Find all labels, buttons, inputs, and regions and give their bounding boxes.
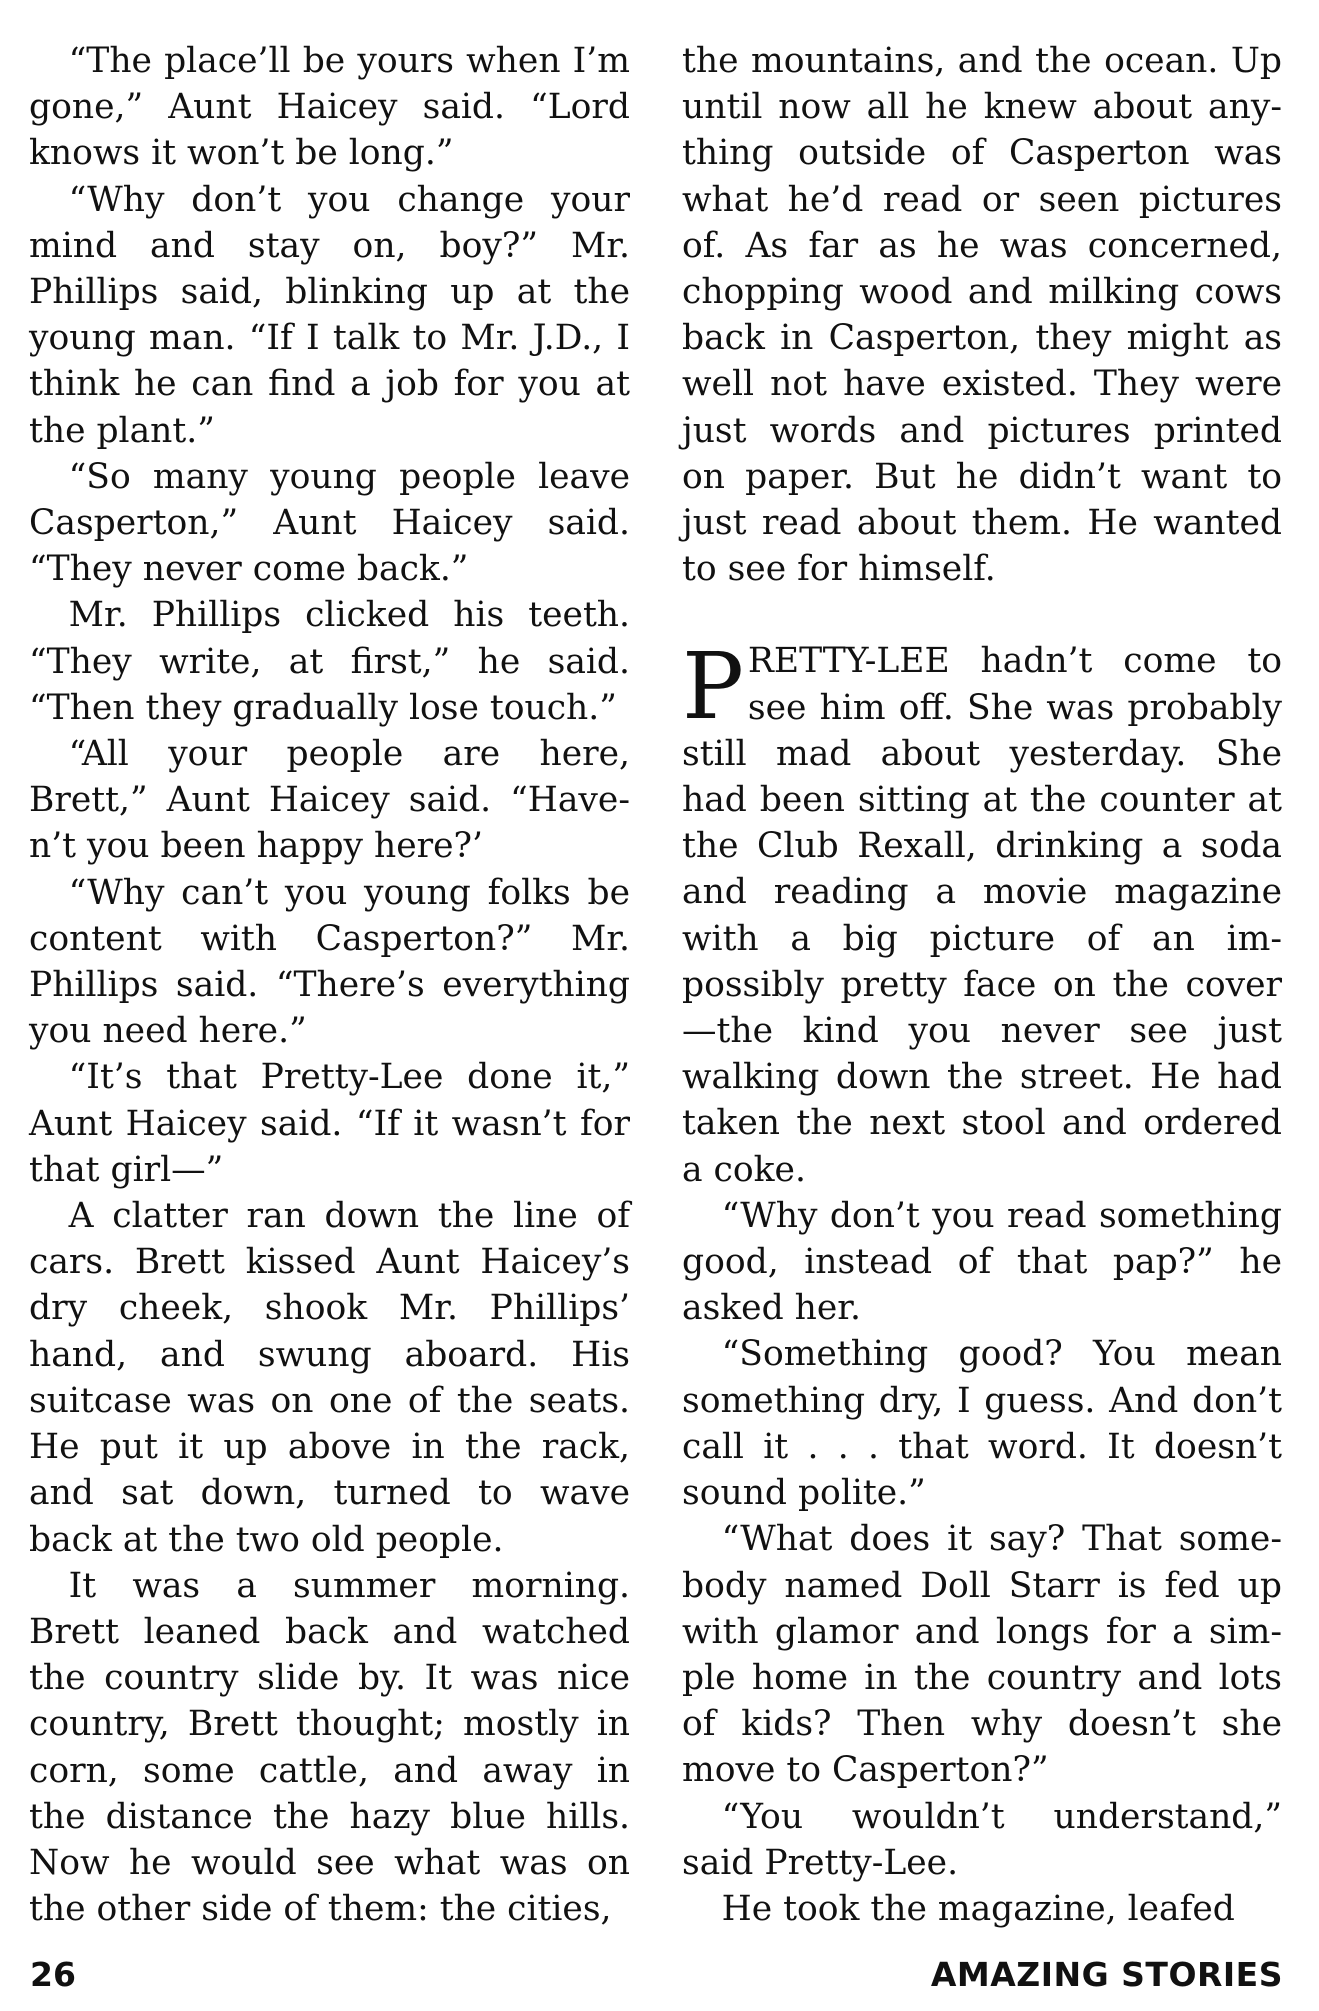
section-break (682, 592, 1282, 638)
paragraph: “All your people are here, Brett,” Aunt Haicey said. “Haven’t you been happy here?’ (29, 734, 630, 867)
paragraph: “What does it say? That somebody named Doll Starr is fed up with glamor and longs for a simple home in the country and lots of kids? Then why doesn’t she move to Casperton?” (682, 1519, 1282, 1791)
paragraph: “Something good? You mean something dry, I guess. And don’t call it . . . that word. It doesn’t sound polite.” (682, 1334, 1282, 1514)
magazine-name: AMAZING STORIES (930, 1955, 1283, 1994)
paragraph-continuation: the mountains, and the ocean. Up until now all he knew about anything outside of Casperton was what he’d read or seen pictures of. As far as he was concerned, chopping wood and milking cows back in Casperton, they might as well not have existed. They were just words and pictures printed on paper. But he didn’t want to just read about them. He wanted to see for himself. (682, 41, 1282, 590)
page-number: 26 (30, 1955, 76, 1994)
right-column (682, 38, 1282, 1932)
dropcap-letter: P (682, 633, 744, 741)
paragraph: He took the magazine, leafed (721, 1888, 1235, 1929)
paragraph: “It’s that Pretty-Lee done it,” Aunt Haicey said. “If it wasn’t for that girl—” (29, 1057, 630, 1190)
dropcap-paragraph-text: RETTY-LEE hadn’t come to see him off. She was probably still mad about yesterday. She had been sitting at the counter at the Club Rexall, drinking a soda and reading a movie magazine with a big picture of an impossibly pretty face on the cover —the kind you never see just walking down the street. He had taken the next stool and ordered a coke. (682, 641, 1282, 1190)
paragraph: “Why don’t you change your mind and stay on, boy?” Mr. Phillips said, blinking up at the young man. “If I talk to Mr. J.D., I think he can find a job for you at the plant.” (29, 179, 630, 451)
dropcap-paragraph (682, 633, 1282, 1192)
paragraph: “So many young people leave Casperton,” Aunt Haicey said. “They never come back.” (29, 456, 630, 590)
paragraph: “Why don’t you read something good, instead of that pap?” he asked her. (682, 1195, 1282, 1329)
paragraph: “You wouldn’t understand,” said Pretty-Lee. (682, 1796, 1282, 1883)
paragraph: “Why can’t you young folks be content with Casperton?” Mr. Phillips said. “There’s everything you need here.” (29, 872, 630, 1052)
paragraph: Mr. Phillips clicked his teeth. “They write, at first,” he said. “Then they gradually lose touch.” (29, 595, 630, 728)
paragraph: “The place’ll be yours when I’m gone,” Aunt Haicey said. “Lord knows it won’t be long.” (29, 41, 630, 174)
paragraph: It was a summer morning. Brett leaned back and watched the country slide by. It was nice country, Brett thought; mostly in corn, some cattle, and away in the distance the hazy blue hills. Now he would see what was on the other side of them: the cities, (29, 1565, 630, 1930)
paragraph: A clatter ran down the line of cars. Brett kissed Aunt Haicey’s dry cheek, shook Mr. Phillips’ hand, and swung aboard. His suitcase was on one of the seats. He put it up above in the rack, and sat down, turned to wave back at the two old people. (29, 1196, 630, 1560)
left-column (29, 38, 630, 1932)
